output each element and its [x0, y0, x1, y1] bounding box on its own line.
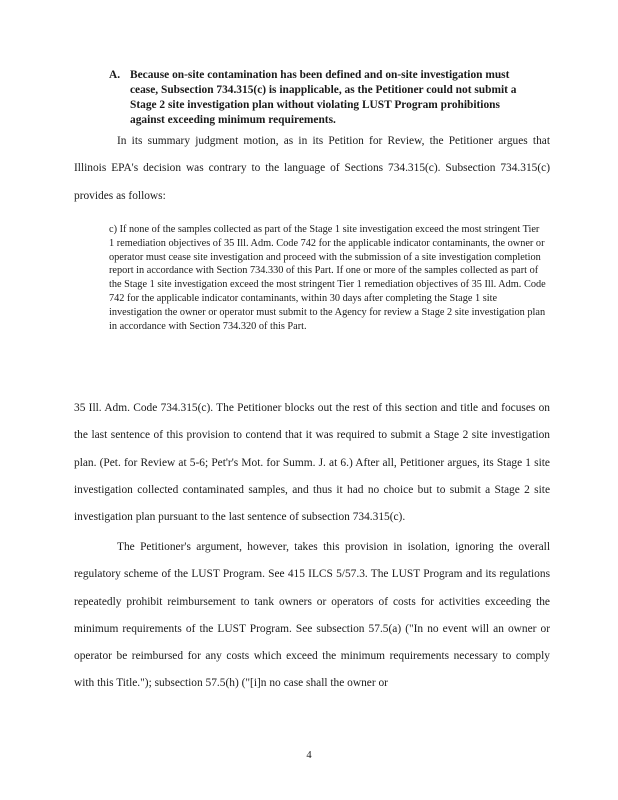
page-number: 4: [306, 750, 312, 761]
intro-paragraph: In its summary judgment motion, as in its Petition for Review, the Petitioner argues that Illinois EPA's decision was contrary to the language of Sections 734.315(c). Subsection 734.315(c) provides as follows:: [74, 135, 550, 202]
argument-paragraph: The Petitioner's argument, however, takes this provision in isolation, ignoring the overall regulatory scheme of the LUST Program. See 415 ILCS 5/57.3. The LUST Program and its regulations repeatedly prohibit reimbursement to tank owners or operators of costs for activities exceeding the minimum requirements of the LUST Program. See subsection 57.5(a) ("In no event will an owner or operator be reimbursed for any costs which exceed the minimum requirements necessary to comply with this Title."); subsection 57.5(h) ("[i]n no case shall the owner or: [74, 541, 550, 690]
section-heading: [109, 68, 534, 128]
section-letter: A.: [109, 69, 121, 81]
regulation-block-quote: c) If none of the samples collected as part of the Stage 1 site investigation exceed the most stringent Tier 1 remediation objectives of 35 Ill. Adm. Code 742 for the applicable indicator contaminants, the owner or operator must cease site investigation and proceed with the submission of a site investigation completion report in accordance with Section 734.330 of this Part. If one or more of the samples collected as part of the Stage 1 site investigation exceed the most stringent Tier 1 remediation objectives of 35 Ill. Adm. Code 742 for the applicable indicator contaminants, within 30 days after completing the Stage 1 site investigation the owner or operator must submit to the Agency for review a Stage 2 site investigation plan in accordance with Section 734.320 of this Part.: [109, 224, 546, 332]
section-heading-text: Because on-site contamination has been defined and on-site investigation must cease, Subsection 734.315(c) is inapplicable, as the Petitioner could not submit a Stage 2 site investigation plan without violating LUST Program prohibitions against exceeding minimum requirements.: [130, 69, 517, 126]
citation-paragraph: 35 Ill. Adm. Code 734.315(c). The Petitioner blocks out the rest of this section and title and focuses on the last sentence of this provision to contend that it was required to submit a Stage 2 site investigation plan. (Pet. for Review at 5-6; Pet'r's Mot. for Summ. J. at 6.) After all, Petitioner argues, its Stage 1 site investigation collected contaminated samples, and thus it had no choice but to submit a Stage 2 site investigation plan pursuant to the last sentence of subsection 734.315(c).: [74, 402, 550, 524]
